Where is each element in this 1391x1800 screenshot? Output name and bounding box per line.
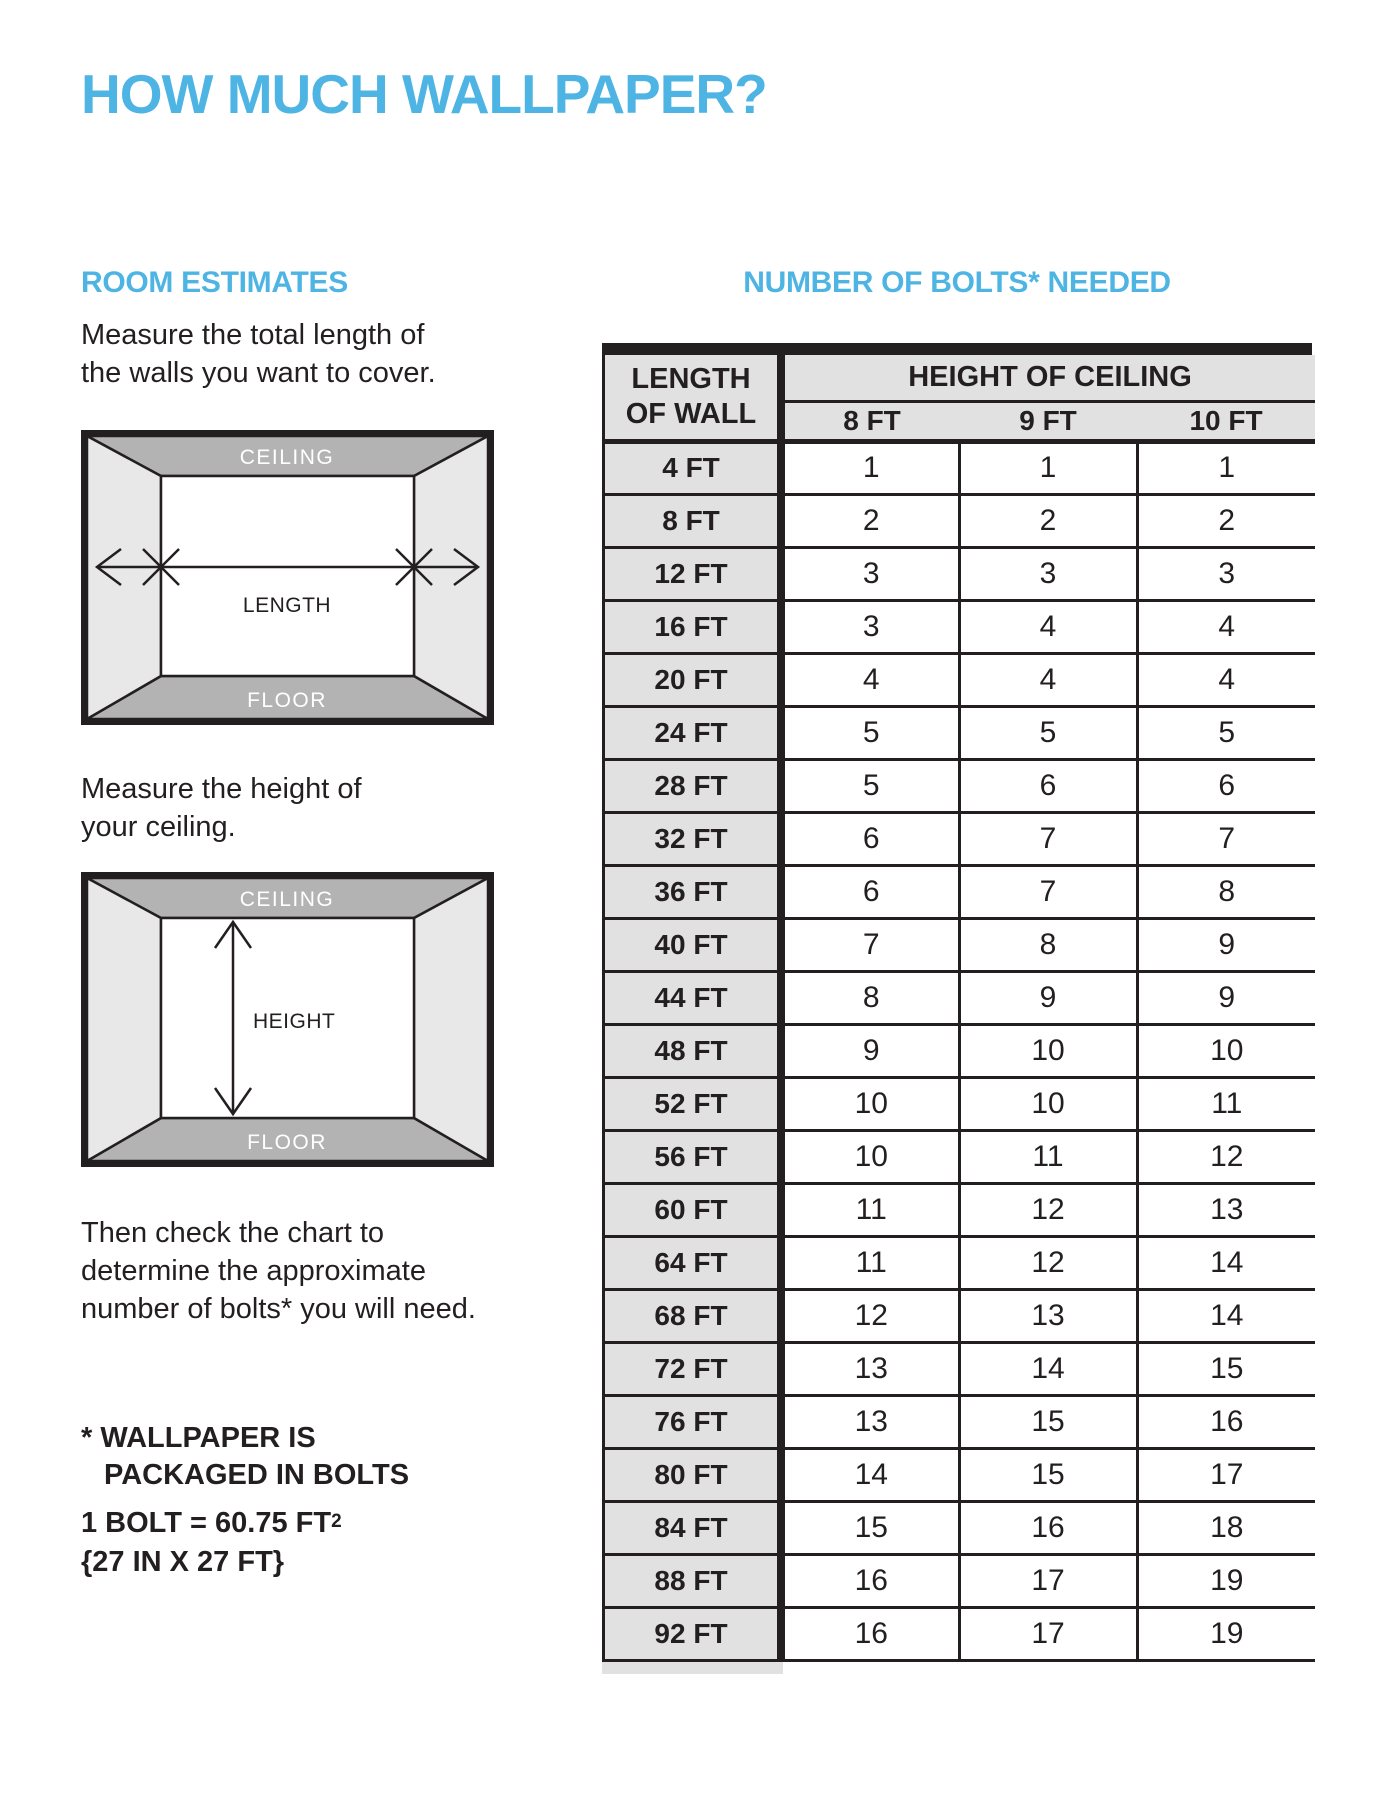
footnote-line2: PACKAGED IN BOLTS xyxy=(104,1459,410,1491)
wall-length-label: 44 FT xyxy=(605,971,781,1024)
bolt-count-cell: 2 xyxy=(1137,494,1315,547)
table-row xyxy=(605,1448,1315,1501)
bolt-count-cell: 16 xyxy=(1137,1395,1315,1448)
bolt-equation: 1 BOLT = 60.75 $FT^2$ xyxy=(81,1507,342,1539)
ceiling-height-group-header: HEIGHT OF CEILING xyxy=(781,355,1315,401)
table-row xyxy=(605,865,1315,918)
bolt-count-cell: 4 xyxy=(959,653,1137,706)
bolt-count-cell: 7 xyxy=(959,865,1137,918)
room-estimates-heading: ROOM ESTIMATES xyxy=(81,266,348,299)
bolt-count-cell: 12 xyxy=(781,1289,959,1342)
bolt-count-cell: 10 xyxy=(781,1077,959,1130)
bolt-count-cell: 17 xyxy=(959,1607,1137,1660)
bolt-size-info xyxy=(81,1504,342,1582)
wall-length-label: 56 FT xyxy=(605,1130,781,1183)
height-diagram xyxy=(81,872,494,1167)
table-row xyxy=(605,441,1315,494)
bolt-count-cell: 15 xyxy=(1137,1342,1315,1395)
bolt-count-cell: 3 xyxy=(781,600,959,653)
bolt-count-cell: 4 xyxy=(1137,600,1315,653)
table-row xyxy=(605,759,1315,812)
bolt-count-cell: 18 xyxy=(1137,1501,1315,1554)
length-diagram xyxy=(81,430,494,725)
bolt-footnote xyxy=(81,1420,409,1494)
back-wall xyxy=(161,476,414,676)
wall-length-label: 16 FT xyxy=(605,600,781,653)
bolt-count-cell: 9 xyxy=(1137,918,1315,971)
bolt-count-cell: 10 xyxy=(959,1024,1137,1077)
table-row xyxy=(605,547,1315,600)
table-row xyxy=(605,1183,1315,1236)
col-header-10ft: 10 FT xyxy=(1137,401,1315,441)
bolt-count-cell: 5 xyxy=(781,759,959,812)
table-row xyxy=(605,1501,1315,1554)
bolt-count-cell: 13 xyxy=(1137,1183,1315,1236)
wall-length-label: 32 FT xyxy=(605,812,781,865)
wall-length-label: 4 FT xyxy=(605,441,781,494)
floor-label: FLOOR xyxy=(247,1131,327,1154)
bolt-count-cell: 14 xyxy=(1137,1236,1315,1289)
step2-instruction xyxy=(81,770,362,846)
page-title: HOW MUCH WALLPAPER? xyxy=(81,63,767,125)
bolt-count-cell: 14 xyxy=(1137,1289,1315,1342)
step3-line1: Then check the chart to xyxy=(81,1217,385,1249)
bolt-count-cell: 6 xyxy=(959,759,1137,812)
bolt-count-cell: 5 xyxy=(1137,706,1315,759)
bolt-count-cell: 3 xyxy=(959,547,1137,600)
bolt-count-cell: 15 xyxy=(781,1501,959,1554)
wall-length-label: 28 FT xyxy=(605,759,781,812)
corner-header-line2: OF WALL xyxy=(625,397,757,430)
bolt-count-cell: 11 xyxy=(781,1236,959,1289)
bolt-count-cell: 13 xyxy=(781,1342,959,1395)
bolt-count-cell: 11 xyxy=(959,1130,1137,1183)
wall-length-label: 36 FT xyxy=(605,865,781,918)
bolt-count-cell: 17 xyxy=(959,1554,1137,1607)
col-header-8ft: 8 FT xyxy=(781,401,959,441)
bolt-count-cell: 6 xyxy=(1137,759,1315,812)
bolts-table-body xyxy=(605,441,1315,1660)
footnote-line1: * WALLPAPER IS xyxy=(81,1422,316,1454)
bolt-count-cell: 19 xyxy=(1137,1607,1315,1660)
bolts-table-section xyxy=(602,343,1312,1674)
squared-exponent: 2 xyxy=(331,1511,342,1532)
wall-length-label: 60 FT xyxy=(605,1183,781,1236)
bolt-count-cell: 4 xyxy=(959,600,1137,653)
bolt-count-cell: 12 xyxy=(959,1183,1137,1236)
wall-length-label: 48 FT xyxy=(605,1024,781,1077)
bolt-count-cell: 6 xyxy=(781,865,959,918)
right-wall xyxy=(414,878,488,1161)
bolt-count-cell: 1 xyxy=(959,441,1137,494)
bolt-count-cell: 2 xyxy=(959,494,1137,547)
wall-length-label: 8 FT xyxy=(605,494,781,547)
length-diagram-drawing xyxy=(81,430,494,725)
length-measure-label: LENGTH xyxy=(242,594,332,617)
bolt-count-cell: 16 xyxy=(959,1501,1137,1554)
table-row xyxy=(605,1130,1315,1183)
corner-header xyxy=(605,355,781,441)
table-row xyxy=(605,1607,1315,1660)
bolt-count-cell: 4 xyxy=(781,653,959,706)
bolt-count-cell: 13 xyxy=(959,1289,1137,1342)
step1-line1: Measure the total length of xyxy=(81,319,425,351)
step1-line2: the walls you want to cover. xyxy=(81,357,436,389)
wall-length-label: 40 FT xyxy=(605,918,781,971)
bolt-count-cell: 12 xyxy=(1137,1130,1315,1183)
wall-length-label: 92 FT xyxy=(605,1607,781,1660)
bolt-count-cell: 10 xyxy=(781,1130,959,1183)
bolt-dimensions: {27 IN X 27 FT} xyxy=(81,1546,285,1578)
col-header-9ft: 9 FT xyxy=(959,401,1137,441)
bolt-count-cell: 7 xyxy=(959,812,1137,865)
bolt-count-cell: 9 xyxy=(959,971,1137,1024)
table-row xyxy=(605,971,1315,1024)
bolt-count-cell: 5 xyxy=(781,706,959,759)
table-row xyxy=(605,653,1315,706)
bolt-count-cell: 14 xyxy=(959,1342,1137,1395)
bolts-table-header xyxy=(605,355,1315,441)
bolt-count-cell: 5 xyxy=(959,706,1137,759)
bolt-count-cell: 11 xyxy=(1137,1077,1315,1130)
bolt-count-cell: 19 xyxy=(1137,1554,1315,1607)
table-row xyxy=(605,1342,1315,1395)
bolt-count-cell: 17 xyxy=(1137,1448,1315,1501)
bolt-count-cell: 8 xyxy=(1137,865,1315,918)
step3-instruction xyxy=(81,1214,476,1328)
step2-line1: Measure the height of xyxy=(81,773,362,805)
step2-line2: your ceiling. xyxy=(81,811,236,843)
wall-length-label: 52 FT xyxy=(605,1077,781,1130)
bolt-count-cell: 8 xyxy=(781,971,959,1024)
label-column-stub xyxy=(602,1662,783,1674)
ceiling-label: CEILING xyxy=(239,888,335,911)
table-row xyxy=(605,812,1315,865)
bolts-table-frame xyxy=(602,343,1312,1662)
bolt-count-cell: 9 xyxy=(781,1024,959,1077)
bolt-count-cell: 11 xyxy=(781,1183,959,1236)
bolt-count-cell: 3 xyxy=(781,547,959,600)
table-row xyxy=(605,1024,1315,1077)
bolt-count-cell: 4 xyxy=(1137,653,1315,706)
height-diagram-drawing xyxy=(81,872,494,1167)
table-row xyxy=(605,1077,1315,1130)
bolt-count-cell: 16 xyxy=(781,1554,959,1607)
wall-length-label: 80 FT xyxy=(605,1448,781,1501)
bolt-count-cell: 6 xyxy=(781,812,959,865)
height-measure-label: HEIGHT xyxy=(253,1010,336,1033)
wall-length-label: 76 FT xyxy=(605,1395,781,1448)
table-row xyxy=(605,600,1315,653)
bolt-count-cell: 1 xyxy=(781,441,959,494)
table-row xyxy=(605,494,1315,547)
wall-length-label: 72 FT xyxy=(605,1342,781,1395)
wall-length-label: 64 FT xyxy=(605,1236,781,1289)
bolt-count-cell: 9 xyxy=(1137,971,1315,1024)
step3-line2: determine the approximate xyxy=(81,1255,426,1287)
bolts-table xyxy=(605,355,1315,1662)
bolt-count-cell: 12 xyxy=(959,1236,1137,1289)
corner-header-line1: LENGTH xyxy=(631,362,751,395)
table-row xyxy=(605,706,1315,759)
table-row xyxy=(605,1289,1315,1342)
floor-label: FLOOR xyxy=(247,689,327,712)
wall-length-label: 20 FT xyxy=(605,653,781,706)
bolt-count-cell: 2 xyxy=(781,494,959,547)
bolt-count-cell: 10 xyxy=(1137,1024,1315,1077)
table-row xyxy=(605,918,1315,971)
bolt-count-cell: 15 xyxy=(959,1395,1137,1448)
bolt-count-cell: 3 xyxy=(1137,547,1315,600)
bolt-count-cell: 1 xyxy=(1137,441,1315,494)
wall-length-label: 84 FT xyxy=(605,1501,781,1554)
bolt-count-cell: 7 xyxy=(1137,812,1315,865)
bolts-needed-heading: NUMBER OF BOLTS* NEEDED xyxy=(743,266,1171,299)
table-row xyxy=(605,1554,1315,1607)
ceiling-label: CEILING xyxy=(239,446,335,469)
bolt-count-cell: 14 xyxy=(781,1448,959,1501)
bolt-count-cell: 8 xyxy=(959,918,1137,971)
bolt-count-cell: 10 xyxy=(959,1077,1137,1130)
wall-length-label: 12 FT xyxy=(605,547,781,600)
wall-length-label: 68 FT xyxy=(605,1289,781,1342)
step3-line3: number of bolts* you will need. xyxy=(81,1293,476,1325)
bolt-count-cell: 13 xyxy=(781,1395,959,1448)
wall-length-label: 24 FT xyxy=(605,706,781,759)
wall-length-label: 88 FT xyxy=(605,1554,781,1607)
bolt-count-cell: 15 xyxy=(959,1448,1137,1501)
bolt-count-cell: 16 xyxy=(781,1607,959,1660)
table-row xyxy=(605,1236,1315,1289)
left-wall xyxy=(87,878,161,1161)
bolt-count-cell: 7 xyxy=(781,918,959,971)
table-row xyxy=(605,1395,1315,1448)
step1-instruction xyxy=(81,316,436,392)
